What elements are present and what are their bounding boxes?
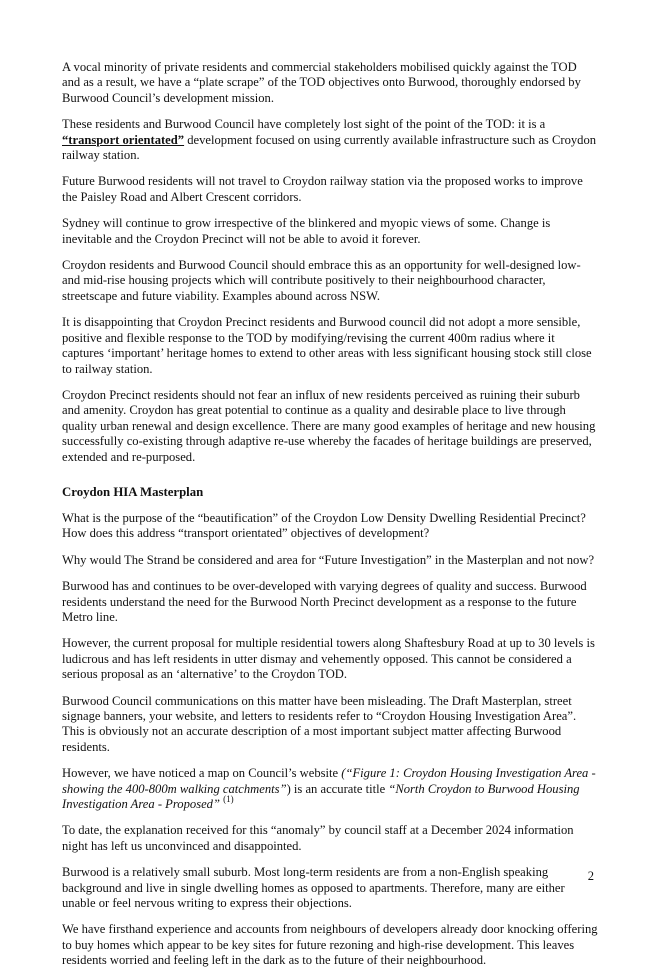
map-figure-title: (“Figure 1: Croydon Housing Investigation Area - showing the 400-800m walking catchments” [62, 766, 596, 796]
paragraph-door-knocking: We have firsthand experience and accounts from neighbours of developers already door knocking offering to buy homes which appear to be key sites for future rezoning and high-rise development. This leaves residents worried and feeling left in the dark as to the future of their neighbourhood. [62, 922, 598, 968]
paragraph-transport-orientated [62, 117, 598, 163]
paragraph-small-suburb: Burwood is a relatively small suburb. Most long-term residents are from a non-English speaking background and live in single dwelling homes as opposed to apartments. Therefore, many are either unable or feel nervous writing to express their objections. [62, 865, 565, 911]
paragraph-text-pre: These residents and Burwood Council have completely lost sight of the point of the TOD: it is a [62, 117, 546, 132]
emphasis-transport-orientated: “transport orientated” [62, 132, 185, 147]
paragraph-the-strand: Why would The Strand be considered and area for “Future Investigation” in the Masterplan and not now? [62, 552, 595, 567]
paragraph-disappointing: It is disappointing that Croydon Precinct residents and Burwood council did not adopt a more sensible, positive and flexible response to the TOD by modifying/revising the current 400m radius where it captures ‘important’ heritage homes to extend to other areas with less significant housing stock still close to railway station. [62, 315, 592, 376]
paragraph-misleading-communications: Burwood Council communications on this matter have been misleading. The Draft Masterplan, street signage banners, your website, and letters to residents refer to “Croydon Housing Investigation Area”. This is obviously not an accurate description of a most important subject matter affecting Burwood residents. [62, 693, 577, 754]
paragraph-text-post: development focused on using currently available infrastructure such as Croydon railway station. [62, 132, 597, 163]
document-body [62, 60, 598, 980]
paragraph-future-residents: Future Burwood residents will not travel to Croydon railway station via the proposed works to improve the Paisley Road and Albert Crescent corridors. [62, 174, 583, 204]
map-text-pre: However, we have noticed a map on Council’s website [62, 766, 342, 781]
paragraph-sydney-growth: Sydney will continue to grow irrespective of the blinkered and myopic views of some. Change is inevitable and the Croydon Precinct will not be able to avoid it forever. [62, 216, 551, 246]
footnote-marker: (1) [223, 793, 234, 804]
paragraph-shaftesbury-road: However, the current proposal for multiple residential towers along Shaftesbury Road at up to 30 levels is ludicrous and has left residents in utter dismay and vehemently opposed. This cannot be considered a serious proposal as an ‘alternative’ to the Croydon TOD. [62, 636, 595, 682]
paragraph-anomaly: To date, the explanation received for this “anomaly” by council staff at a December 2024 information night has left us unconvinced and disappointed. [62, 823, 574, 853]
page-number: 2 [587, 869, 594, 883]
paragraph-council-map [62, 766, 598, 812]
paragraph-fear-influx: Croydon Precinct residents should not fear an influx of new residents perceived as ruining their suburb and amenity. Croydon has great potential to continue as a quality and desirable place to live through quality urban renewal and design excellence. There are many good examples of heritage and new housing successfully co-existing through adaptive re-use whereby the facades of heritage buildings are preserved, extended and re-purposed. [62, 387, 596, 464]
section-heading: Croydon HIA Masterplan [62, 484, 204, 499]
map-text-mid: ) is an accurate title [286, 781, 389, 796]
paragraph-over-developed: Burwood has and continues to be over-developed with varying degrees of quality and success. Burwood residents understand the need for the Burwood North Precinct development as a response to the future Metro line. [62, 579, 587, 624]
paragraph-plate-scrape: A vocal minority of private residents and commercial stakeholders mobilised quickly against the TOD and as a result, we have a “plate scrape” of the TOD objectives onto Burwood, thoroughly endorsed by Burwood Council’s development mission. [62, 60, 581, 105]
map-proposed-title: “North Croydon to Burwood Housing Investigation Area - Proposed” [62, 781, 580, 812]
paragraph-embrace-opportunity: Croydon residents and Burwood Council should embrace this as an opportunity for well-designed low- and mid-rise housing projects which will contribute positively to their neighbourhood character, streetscape and future viability. Examples abound across NSW. [62, 258, 581, 303]
paragraph-beautification: What is the purpose of the “beautification” of the Croydon Low Density Dwelling Residential Precinct? How does this address “transport orientated” objectives of development? [62, 510, 586, 541]
